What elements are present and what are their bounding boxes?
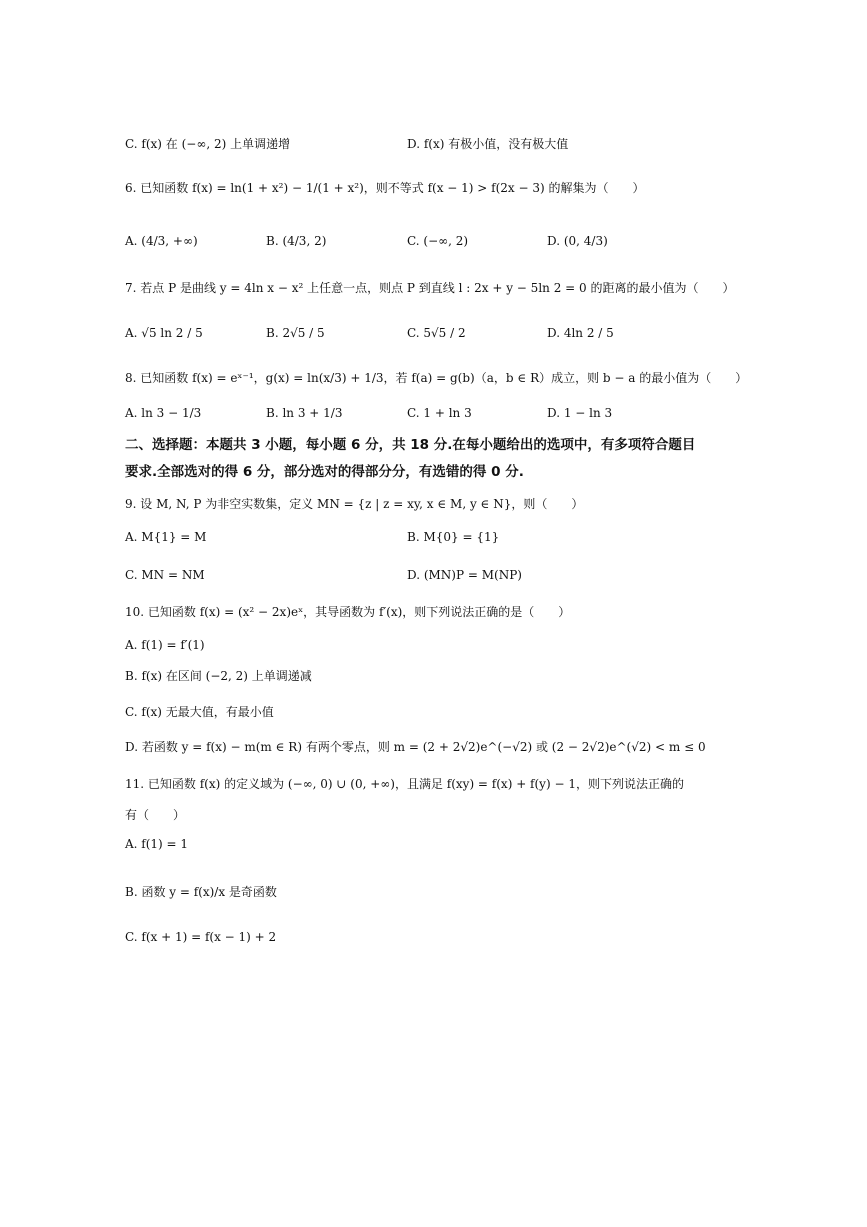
q7-option-d: D. 4ln 2 / 5	[547, 326, 614, 340]
q10-option-c: C. f(x) 无最大值，有最小值	[125, 705, 274, 719]
q6-option-b: B. (4/3, 2)	[266, 234, 327, 248]
q6-option-a: A. (4/3, +∞)	[125, 234, 198, 248]
q5-option-d: D. f(x) 有极小值，没有极大值	[407, 137, 569, 151]
q10-option-b: B. f(x) 在区间 (−2, 2) 上单调递减	[125, 669, 312, 683]
q11-option-b: B. 函数 y = f(x)/x 是奇函数	[125, 885, 277, 899]
q9-stem: 9. 设 M, N, P 为非空实数集，定义 MN = {z | z = xy, x ∈ M, y ∈ N}，则（ ）	[125, 497, 584, 511]
q8-option-c: C. 1 + ln 3	[407, 406, 472, 420]
q8-option-a: A. ln 3 − 1/3	[125, 406, 202, 420]
section-2-heading-line2: 要求.全部选对的得 6 分，部分选对的得部分分，有选错的得 0 分.	[125, 464, 524, 480]
q8-option-b: B. ln 3 + 1/3	[266, 406, 343, 420]
q8-stem: 8. 已知函数 f(x) = eˣ⁻¹，g(x) = ln(x/3) + 1/3，若 f(a) = g(b)（a，b ∈ R）成立，则 b − a 的最小值为（ ）	[125, 371, 748, 385]
q6-option-c: C. (−∞, 2)	[407, 234, 469, 248]
q11-stem-line1: 11. 已知函数 f(x) 的定义域为 (−∞, 0) ∪ (0, +∞)，且满足 f(xy) = f(x) + f(y) − 1，则下列说法正确的	[125, 777, 684, 791]
section-2-heading-line1: 二、选择题：本题共 3 小题，每小题 6 分，共 18 分.在每小题给出的选项中，有多项符合题目	[125, 437, 696, 453]
q8-option-d: D. 1 − ln 3	[547, 406, 613, 420]
q11-option-c: C. f(x + 1) = f(x − 1) + 2	[125, 930, 277, 944]
q9-option-a: A. M{1} = M	[125, 530, 207, 544]
q7-option-a: A. √5 ln 2 / 5	[125, 326, 203, 340]
q10-option-d: D. 若函数 y = f(x) − m(m ∈ R) 有两个零点，则 m = (2 + 2√2)e^(−√2) 或 (2 − 2√2)e^(√2) < m ≤ 0	[125, 740, 706, 754]
q7-option-c: C. 5√5 / 2	[407, 326, 466, 340]
q9-option-c: C. MN = NM	[125, 568, 205, 582]
q7-stem: 7. 若点 P 是曲线 y = 4ln x − x² 上任意一点，则点 P 到直线 l : 2x + y − 5ln 2 = 0 的距离的最小值为（ ）	[125, 281, 735, 295]
q9-option-b: B. M{0} = {1}	[407, 530, 500, 544]
q6-stem: 6. 已知函数 f(x) = ln(1 + x²) − 1/(1 + x²)，则不等式 f(x − 1) > f(2x − 3) 的解集为（ ）	[125, 181, 645, 195]
q9-option-d: D. (MN)P = M(NP)	[407, 568, 522, 582]
q11-stem-line2: 有（ ）	[125, 808, 186, 822]
q10-option-a: A. f(1) = f′(1)	[125, 638, 205, 652]
q6-option-d: D. (0, 4/3)	[547, 234, 608, 248]
q7-option-b: B. 2√5 / 5	[266, 326, 325, 340]
q5-option-c: C. f(x) 在 (−∞, 2) 上单调递增	[125, 137, 291, 151]
q10-stem: 10. 已知函数 f(x) = (x² − 2x)eˣ，其导函数为 f′(x)，则下列说法正确的是（ ）	[125, 605, 571, 619]
q11-option-a: A. f(1) = 1	[125, 837, 189, 851]
